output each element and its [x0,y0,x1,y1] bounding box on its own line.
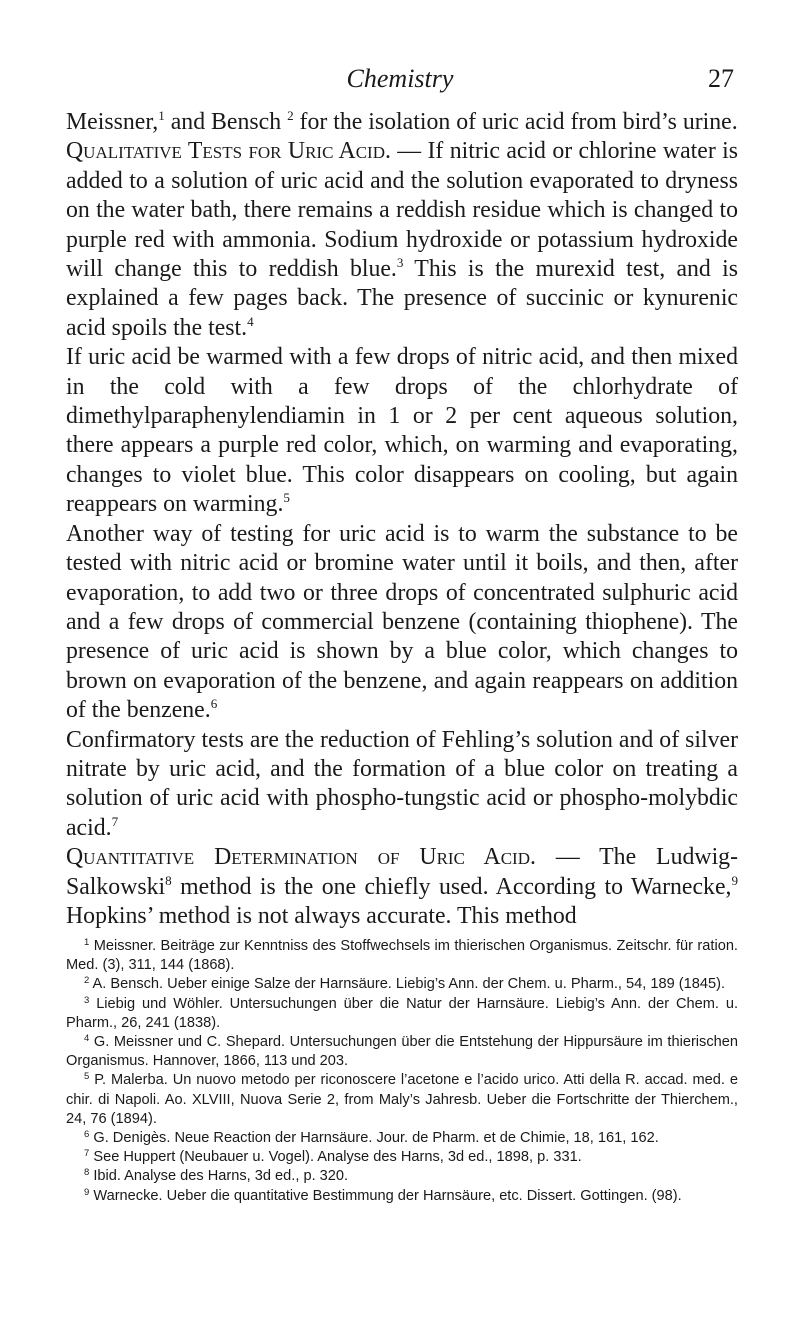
running-title: Chemistry [346,64,454,93]
footnote-ref: 4 [247,313,254,329]
paragraph: Quantitative Determination of Uric Acid. — The Ludwig-Salkowski$^8$ method is the one chiefly used. According to Warnecke,$^9$ Hopkins’ method is not always accurate. This method [66,844,739,929]
footnote: $^8$ Ibid. Analyse des Harns, 3d ed., p. 320. [84,1167,349,1185]
paragraph: Qualitative Tests for Uric Acid. — If nitric acid or chlorine water is added to a solution of uric acid and the solution evaporated to dryness on the water bath, there remains a reddish residue which is changed to purple red with ammonia. Sodium hydroxide or potassium hydroxide will change this to reddish blue.$^3$ This is the murexid test, and is explained a few pages back. The presence of succinic or kynurenic acid spoils the test.$^4$ [66,138,739,341]
footnote-ref: 1 [158,107,165,123]
section-heading: Qualitative Tests for Uric Acid. [66,138,391,165]
section-heading: Quantitative Determination of Uric Acid. [66,844,536,871]
footnote-ref: 3 [396,254,404,270]
footnote: $^4$ G. Meissner und C. Shepard. Untersuchungen über die Entstehung der Hippursäure im thierischen Organismus. Hannover, 1866, 113 und 203. [66,1032,738,1070]
footnote-ref: 8 [165,872,172,888]
paragraph: Another way of testing for uric acid is to warm the substance to be tested with nitric acid or bromine water until it boils, and then, after evaporation, to add two or three drops of concentrated sulphuric acid and a few drops of commercial benzene (containing thiophene). The presence of uric acid is shown by a blue color, which changes to brown on evaporation of the benzene, and again reappears on addition of the benzene.$^6$ [66,520,738,724]
body-text [66,108,738,931]
footnote: $^6$ G. Denigès. Neue Reaction der Harnsäure. Jour. de Pharm. et de Chimie, 18, 161, 162. [84,1128,659,1147]
footnote-ref: 2 [287,107,294,123]
footnote-ref: 7 [111,813,119,829]
footnote-ref: 9 [731,872,738,888]
footnote: $^7$ See Huppert (Neubauer u. Vogel). Analyse des Harns, 3d ed., 1898, p. 331. [84,1148,582,1166]
footnote: $^5$ P. Malerba. Un nuovo metodo per riconoscere l’acetone e l’acido urico. Atti della R. accad. med. e chir. di Napoli. Ao. XLVIII, Nuova Serie 2, from Maly’s Jahresb. Ueber die Fortschritte der Thierchem., 24, 76 (1894). [66,1071,738,1127]
footnote: $^3$ Liebig und Wöhler. Untersuchungen über die Natur der Harnsäure. Liebig’s Ann. der Chem. u. Pharm., 26, 241 (1838). [66,994,739,1031]
footnotes [66,937,738,1206]
footnote: $^9$ Warnecke. Ueber die quantitative Bestimmung der Harnsäure, etc. Dissert. Gottingen. (98). [84,1186,682,1204]
paragraph: Meissner,$^1$ and Bensch $^2$ for the isolation of uric acid from bird’s urine. [66,107,738,135]
footnote: $^2$ A. Bensch. Ueber einige Salze der Harnsäure. Liebig’s Ann. der Chem. u. Pharm., 54, 189 (1845). [84,975,726,993]
footnote-ref: 6 [210,695,218,711]
page-number: 27 [708,64,734,93]
footnote: $^1$ Meissner. Beiträge zur Kenntniss des Stoffwechsels im thierischen Organismus. Zeitschr. für ration. Med. (3), 311, 144 (1868). [66,936,738,974]
paragraph: Confirmatory tests are the reduction of Fehling’s solution and of silver nitrate by uric acid, and the formation of a blue color on treating a solution of uric acid with phospho-tungstic acid or phospho-molybdic acid.$^7$ [66,726,738,841]
paragraph: If uric acid be warmed with a few drops of nitric acid, and then mixed in the cold with a few drops of the chlorhydrate of dimethylparaphenylendiamin in 1 or 2 per cent aqueous solution, there appears a purple red color, which, on warming and evaporating, changes to violet blue. This color disappears on cooling, but again reappears on warming.$^5$ [66,344,738,518]
footnote-ref: 5 [283,490,290,506]
page-header [66,62,734,96]
